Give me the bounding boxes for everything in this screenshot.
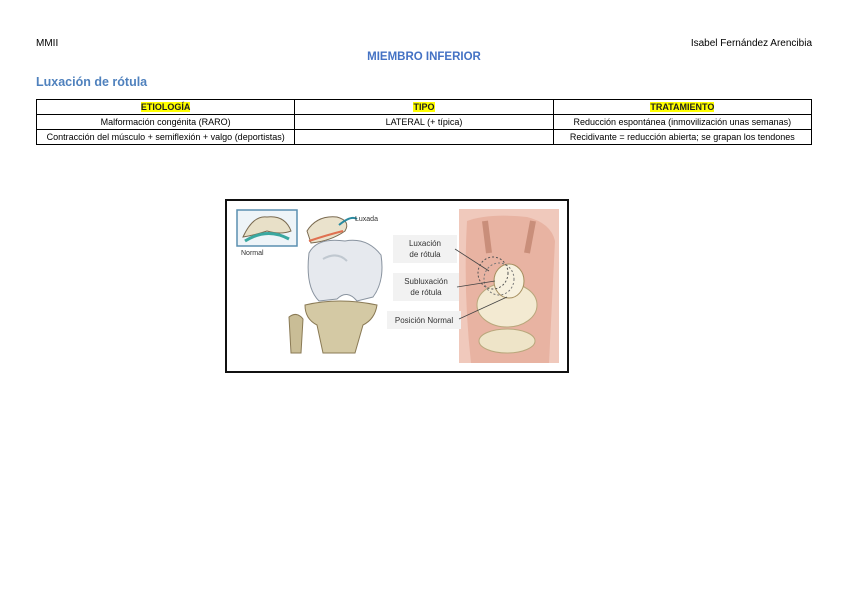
table-cell: Recidivante = reducción abierta; se grapan los tendones xyxy=(553,130,811,145)
tibia xyxy=(305,301,377,353)
table-cell: Reducción espontánea (inmovilización unas semanas) xyxy=(553,115,811,130)
table-row xyxy=(37,115,812,130)
label-luxacion-1: Luxación xyxy=(408,239,442,248)
tibia-view xyxy=(479,329,535,353)
knee-illustration xyxy=(225,199,569,373)
femur-condyles xyxy=(308,240,382,301)
table-cell: Contracción del músculo + semiflexión + valgo (deportistas) xyxy=(37,130,295,145)
label-subluxacion-2: de rótula xyxy=(410,288,442,297)
label-luxacion-2: de rótula xyxy=(409,250,441,259)
section-heading: Luxación de rótula xyxy=(36,75,148,89)
knee-svg xyxy=(227,201,567,371)
header-course: MMII xyxy=(36,38,59,49)
table-cell: LATERAL (+ típica) xyxy=(295,115,553,130)
label-normal: Normal xyxy=(241,250,264,257)
header-author: Isabel Fernández Arencibia xyxy=(690,38,812,49)
patella-normal xyxy=(494,264,524,298)
label-subluxacion-1: Subluxación xyxy=(404,277,448,286)
header-etiologia: ETIOLOGÍA xyxy=(37,100,295,115)
table-header-row xyxy=(37,100,812,115)
table-row xyxy=(37,130,812,145)
page-title: MIEMBRO INFERIOR xyxy=(367,51,481,63)
table-cell: Malformación congénita (RARO) xyxy=(37,115,295,130)
table-cell xyxy=(295,130,553,145)
fibula xyxy=(289,314,303,353)
header-tipo: TIPO xyxy=(295,100,553,115)
label-posicion: Posición Normal xyxy=(394,316,454,325)
label-luxada: Luxada xyxy=(355,216,378,223)
info-table xyxy=(36,99,812,145)
header-tratamiento: TRATAMIENTO xyxy=(553,100,811,115)
